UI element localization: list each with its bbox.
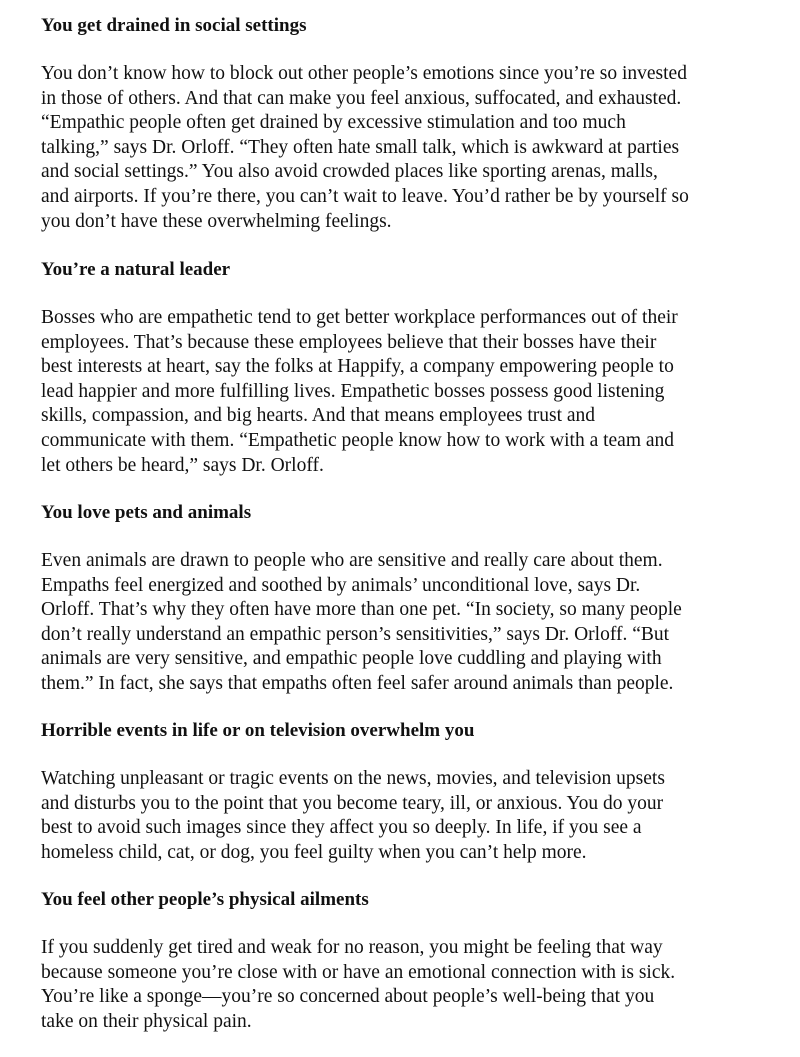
section-paragraph: [41, 549, 781, 697]
paragraph-line: homeless child, cat, or dog, you feel guilty when you can’t help more.: [41, 841, 587, 863]
section-pets-animals: [41, 501, 781, 697]
paragraph-line: and social settings.” You also avoid crowded places like sporting arenas, malls,: [41, 161, 658, 183]
paragraph-line: If you suddenly get tired and weak for no reason, you might be feeling that way: [41, 937, 663, 958]
paragraph-line: Empaths feel energized and soothed by animals’ unconditional love, says Dr.: [41, 574, 641, 596]
section-paragraph: [41, 767, 781, 865]
paragraph-line: communicate with them. “Empathetic people know how to work with a team and: [41, 429, 675, 451]
paragraph-line: Bosses who are empathetic tend to get better workplace performances out of their: [41, 307, 678, 328]
paragraph-line: employees. That’s because these employees believe that their bosses have their: [41, 331, 657, 353]
paragraph-line: you don’t have these overwhelming feelings.: [41, 210, 392, 232]
paragraph-line: and airports. If you’re there, you can’t wait to leave. You’d rather be by yourself so: [41, 185, 689, 207]
section-paragraph: [41, 306, 781, 478]
paragraph-line: them.” In fact, she says that empaths often feel safer around animals than people.: [41, 672, 674, 694]
section-heading: You love pets and animals: [41, 502, 252, 523]
section-paragraph: [41, 62, 781, 234]
paragraph-line: don’t really understand an empathic person’s sensitivities,” says Dr. Orloff. “But: [41, 623, 670, 645]
paragraph-line: take on their physical pain.: [41, 1010, 252, 1032]
section-social-settings: [41, 14, 781, 234]
paragraph-line: You don’t know how to block out other people’s emotions since you’re so invested: [41, 63, 687, 84]
paragraph-line: Even animals are drawn to people who are sensitive and really care about them.: [41, 550, 663, 571]
section-heading: You get drained in social settings: [41, 15, 307, 36]
paragraph-line: best to avoid such images since they affect you so deeply. In life, if you see a: [41, 817, 642, 839]
paragraph-line: animals are very sensitive, and empathic people love cuddling and playing with: [41, 648, 662, 670]
paragraph-line: best interests at heart, say the folks at Happify, a company empowering people to: [41, 356, 674, 378]
paragraph-line: talking,” says Dr. Orloff. “They often hate small talk, which is awkward at parties: [41, 136, 680, 158]
paragraph-line: Orloff. That’s why they often have more than one pet. “In society, so many people: [41, 599, 682, 621]
section-heading: You’re a natural leader: [41, 259, 231, 280]
section-physical-ailments: [41, 888, 781, 1034]
paragraph-line: lead happier and more fulfilling lives. Empathetic bosses possess good listening: [41, 380, 665, 402]
paragraph-line: “Empathic people often get drained by excessive stimulation and too much: [41, 112, 626, 134]
paragraph-line: You’re like a sponge—you’re so concerned about people’s well-being that you: [41, 986, 655, 1008]
paragraph-line: let others be heard,” says Dr. Orloff.: [41, 454, 324, 476]
paragraph-line: Watching unpleasant or tragic events on the news, movies, and television upsets: [41, 768, 665, 789]
paragraph-line: because someone you’re close with or have an emotional connection with is sick.: [41, 961, 676, 983]
paragraph-line: skills, compassion, and big hearts. And that means employees trust and: [41, 405, 596, 427]
section-paragraph: [41, 936, 781, 1034]
section-heading: Horrible events in life or on television overwhelm you: [41, 720, 475, 741]
section-natural-leader: [41, 258, 781, 478]
paragraph-line: and disturbs you to the point that you become teary, ill, or anxious. You do your: [41, 792, 664, 814]
section-heading: You feel other people’s physical ailments: [41, 889, 369, 910]
section-horrible-events: [41, 719, 781, 865]
paragraph-line: in those of others. And that can make you feel anxious, suffocated, and exhausted.: [41, 87, 682, 109]
